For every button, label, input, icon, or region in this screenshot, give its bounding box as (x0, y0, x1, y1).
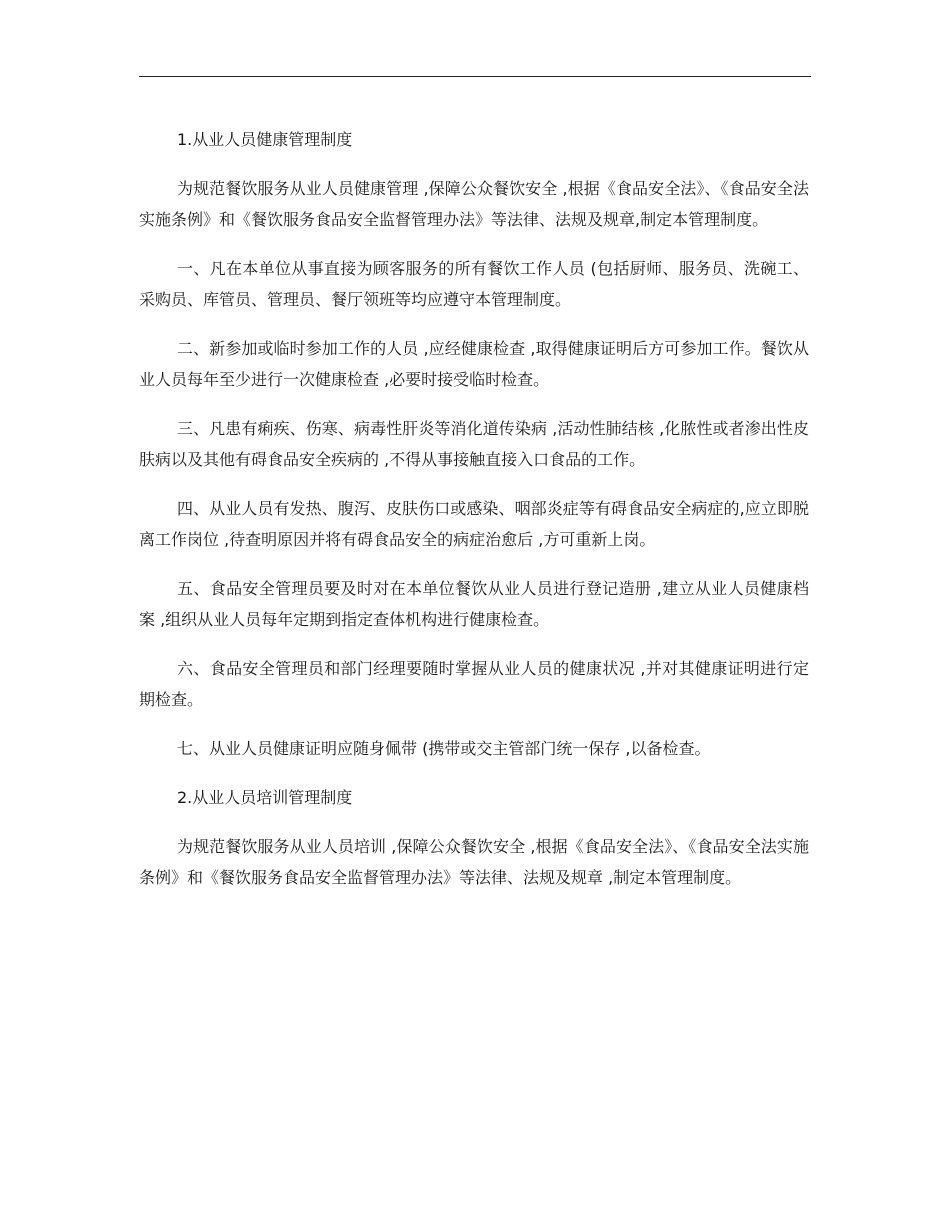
section-2-intro: 为规范餐饮服务从业人员培训 ,保障公众餐饮安全 ,根据《食品安全法》、《食品安全法实施条例》和《餐饮服务食品安全监督管理办法》等法律、法规及规章 ,制定本管理制度。 (139, 837, 809, 887)
section-1-title: 1.从业人员健康管理制度 (177, 130, 353, 149)
section-1-item-1: 一、凡在本单位从事直接为顾客服务的所有餐饮工作人员 (包括厨师、服务员、洗碗工、采购员、库管员、管理员、餐厅领班等均应遵守本管理制度。 (139, 259, 809, 309)
section-1-intro: 为规范餐饮服务从业人员健康管理 ,保障公众餐饮安全 ,根据《食品安全法》、《食品安全法实施条例》和《餐饮服务食品安全监督管理办法》等法律、法规及规章,制定本管理制度。 (139, 179, 809, 229)
section-1-item-4: 四、从业人员有发热、腹泻、皮肤伤口或感染、咽部炎症等有碍食品安全病症的,应立即脱离工作岗位 ,待查明原因并将有碍食品安全的病症治愈后 ,方可重新上岗。 (139, 499, 809, 549)
section-1-item-7: 七、从业人员健康证明应随身佩带 (携带或交主管部门统一保存 ,以备检查。 (177, 739, 711, 758)
section-1-item-6: 六、食品安全管理员和部门经理要随时掌握从业人员的健康状况 ,并对其健康证明进行定期检查。 (139, 659, 809, 709)
document-body (139, 124, 809, 911)
section-1-item-5: 五、食品安全管理员要及时对在本单位餐饮从业人员进行登记造册 ,建立从业人员健康档案 ,组织从业人员每年定期到指定查体机构进行健康检查。 (139, 579, 809, 629)
section-1-item-3: 三、凡患有痢疾、伤寒、病毒性肝炎等消化道传染病 ,活动性肺结核 ,化脓性或者渗出性皮肤病以及其他有碍食品安全疾病的 ,不得从事接触直接入口食品的工作。 (139, 419, 809, 469)
header-rule (139, 76, 811, 77)
section-2-title: 2.从业人员培训管理制度 (177, 788, 353, 807)
section-1-item-2: 二、新参加或临时参加工作的人员 ,应经健康检查 ,取得健康证明后方可参加工作。餐饮从业人员每年至少进行一次健康检查 ,必要时接受临时检查。 (139, 339, 809, 389)
